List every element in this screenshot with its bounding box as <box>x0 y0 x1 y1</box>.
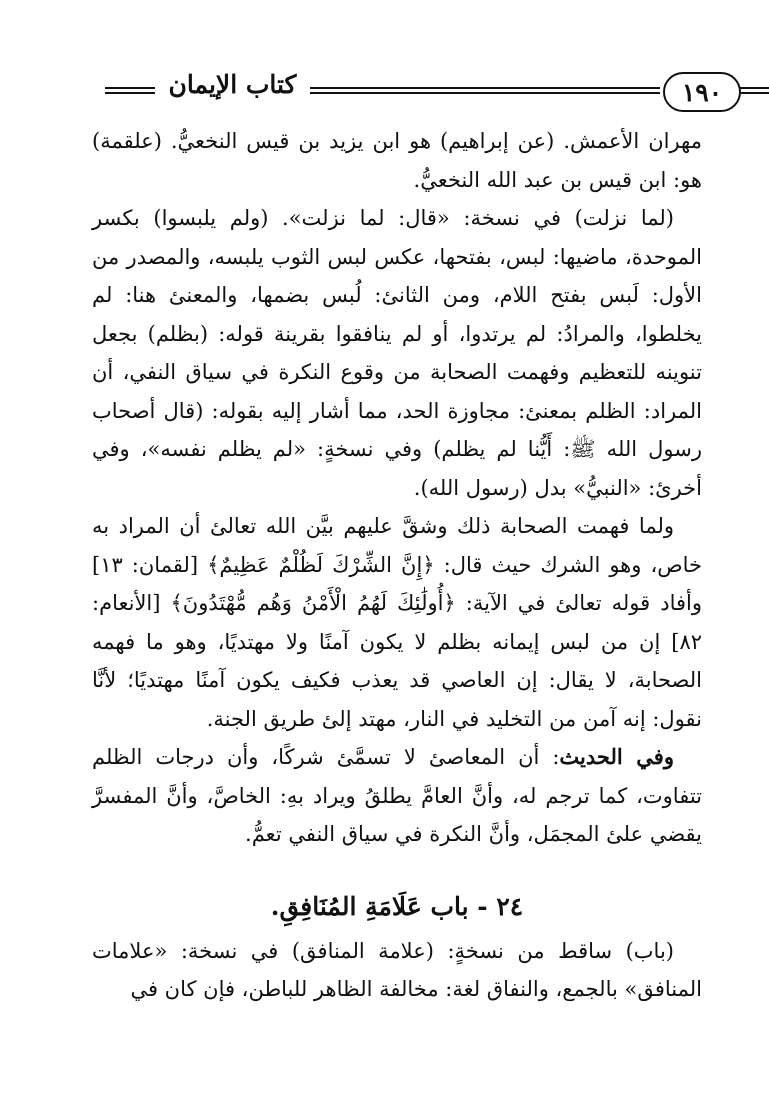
paragraph-closing: (باب) ساقط من نسخةٍ: (علامة المنافق) في نسخة: «علامات المنافق» بالجمع، والنفاق لغة: مخالفة الظاهر للباطن، فإن كان في <box>92 938 702 1001</box>
running-title: كتاب الإيمان <box>155 70 310 110</box>
header-rule-left <box>105 87 155 94</box>
page-body <box>92 122 702 1009</box>
header-rule-middle <box>310 87 660 94</box>
paragraph-1: مهران الأعمش. (عن إبراهيم) هو ابن يزيد بن قيس النخعيُّ. (علقمة) هو: ابن قيس بن عبد الله النخعيُّ. <box>92 129 702 192</box>
paragraph-2: (لما نزلت) في نسخة: «قال: لما نزلت». (ولم يلبسوا) بكسر الموحدة، ماضيها: لبس، بفتحها، عكس لبس الثوب يلبسه، والمصدر من الأول: لَبس بفتح اللام، ومن الثانئ: لُبس بضمها، والمعنئ هنا: لم يخلطوا، والمرادُ: لم يرتدوا، أو لم ينافقوا بقرينة قوله: (بظلم) بجعل تنوينه للتعظيم وفهمت الصحابة من وقوع النكرة في سياق النفي، أن المراد: الظلم بمعنئ: مجاوزة الحد، مما أشار إليه بقوله: (قال أصحاب رسول الله ﷺ: أَيُّنا لم يظلم) وفي نسخةٍ: «لم يظلم نفسه»، وفي أخرئ: «النبيُّ» بدل (رسول الله). <box>92 206 702 500</box>
paragraph-3: ولما فهمت الصحابة ذلك وشقَّ عليهم بيَّن الله تعالئ أن المراد به خاص، وهو الشرك حيث قال: ﴿إِنَّ الشِّرْكَ لَظُلْمٌ عَظِيمٌ﴾ [لقمان: ١٣] وأفاد قوله تعالئ في الآية: ﴿أُولَٰئِكَ لَهُمُ الْأَمْنُ وَهُم مُّهْتَدُونَ﴾ [الأنعام: ٨٢] إن من لبس إيمانه بظلم لا يكون آمنًا ولا مهتديًا، وهو ما فهمه الصحابة، لا يقال: إن العاصي قد يعذب فكيف يكون آمنًا مهتديًا؛ لأنَّا نقول: إنه آمن من التخليد في النار، مهتد إلئ طريق الجنة. <box>92 514 702 731</box>
page-header <box>95 70 723 120</box>
hadith-text: : أن المعاصئ لا تسمَّئ شركًا، وأن درجات الظلم تتفاوت، كما ترجم له، وأنَّ العامَّ يطلقُ ويراد بهِ: الخاصَّ، وأنَّ المفسرَّ يقضي علئ المجمَل، وأنَّ النكرة في سياق النفي تعمُّ. <box>92 745 702 846</box>
page-number: ١٩٠ <box>663 72 741 112</box>
hadith-lead: وفي الحديث <box>559 744 674 769</box>
paragraph-hadith <box>92 738 702 854</box>
section-heading: ٢٤ - باب عَلَامَةِ المُنَافِقِ. <box>270 891 524 921</box>
